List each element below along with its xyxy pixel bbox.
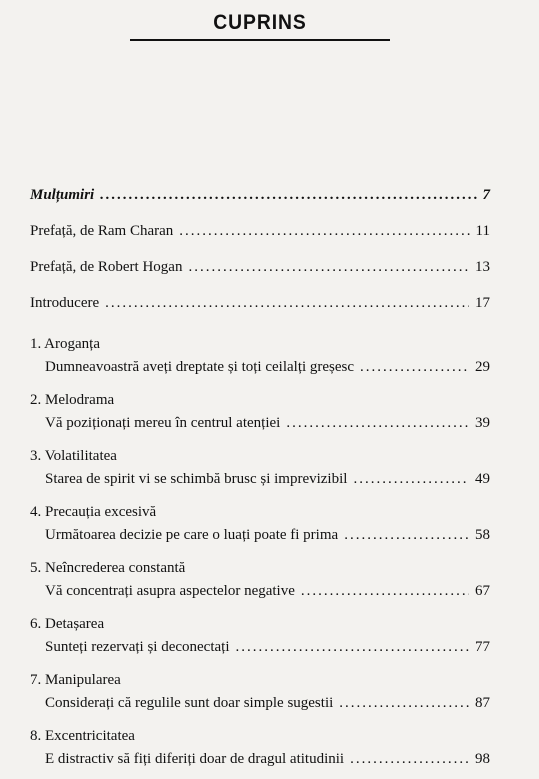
leader-dots <box>105 291 469 315</box>
leader-dots <box>236 635 469 659</box>
chapter-subtitle: Sunteți rezervați și deconectați <box>45 639 230 655</box>
toc-entry-acknowledgements[interactable] <box>30 183 490 207</box>
toc-entry-label: Prefață, de Ram Charan <box>30 223 174 239</box>
chapter-page: 29 <box>475 359 490 375</box>
leader-dots <box>353 467 469 491</box>
toc-entry-foreword-charan[interactable] <box>30 219 490 243</box>
chapter-subtitle-row <box>30 411 490 435</box>
toc-chapter-2[interactable] <box>30 389 490 435</box>
chapter-subtitle: Dumneavoastră aveți dreptate și toți ceilalți greșesc <box>45 359 355 375</box>
chapter-title: 1. Aroganța <box>30 336 100 352</box>
chapter-title: 6. Detașarea <box>30 616 105 632</box>
chapter-title: 7. Manipularea <box>30 672 121 688</box>
chapter-page: 67 <box>475 583 490 599</box>
page-title: CUPRINS <box>213 11 307 34</box>
leader-dots <box>301 579 469 603</box>
chapter-title: 8. Excentricitatea <box>30 728 135 744</box>
chapter-subtitle: E distractiv să fiți diferiți doar de dragul atitudinii <box>45 751 345 767</box>
chapter-page: 49 <box>475 471 490 487</box>
chapter-page: 87 <box>475 695 490 711</box>
table-of-contents <box>30 183 490 771</box>
chapter-subtitle-row <box>30 355 490 379</box>
chapter-title: 5. Neîncrederea constantă <box>30 560 186 576</box>
toc-chapter-7[interactable] <box>30 669 490 715</box>
chapter-subtitle-row <box>30 635 490 659</box>
toc-entry-page: 13 <box>475 259 490 275</box>
leader-dots <box>100 183 476 207</box>
leader-dots <box>360 355 469 379</box>
chapter-subtitle-row <box>30 523 490 547</box>
leader-dots <box>350 747 469 771</box>
chapter-subtitle: Considerați că regulile sunt doar simple sugestii <box>45 695 334 711</box>
chapter-subtitle-row <box>30 691 490 715</box>
toc-entry-label: Prefață, de Robert Hogan <box>30 259 183 275</box>
page-header <box>130 10 390 41</box>
chapter-page: 77 <box>475 639 490 655</box>
leader-dots <box>188 255 469 279</box>
leader-dots <box>344 523 469 547</box>
toc-entry-page: 7 <box>482 187 490 203</box>
chapter-page: 58 <box>475 527 490 543</box>
toc-chapter-6[interactable] <box>30 613 490 659</box>
toc-entry-label: Mulțumiri <box>30 187 95 203</box>
toc-chapter-1[interactable] <box>30 333 490 379</box>
leader-dots <box>339 691 469 715</box>
chapter-subtitle: Starea de spirit vi se schimbă brusc și imprevizibil <box>45 471 348 487</box>
leader-dots <box>179 219 469 243</box>
chapter-title: 4. Precauția excesivă <box>30 504 157 520</box>
chapter-subtitle-row <box>30 467 490 491</box>
toc-chapter-5[interactable] <box>30 557 490 603</box>
toc-entry-page: 17 <box>475 295 490 311</box>
chapter-subtitle: Vă concentrați asupra aspectelor negative <box>45 583 295 599</box>
toc-entry-page: 11 <box>475 223 490 239</box>
title-underline <box>130 39 390 41</box>
toc-chapter-8[interactable] <box>30 725 490 771</box>
chapter-subtitle: Următoarea decizie pe care o luați poate fi prima <box>45 527 339 543</box>
chapter-page: 39 <box>475 415 490 431</box>
chapter-subtitle-row <box>30 579 490 603</box>
toc-entry-introduction[interactable] <box>30 291 490 315</box>
chapter-subtitle: Vă poziționați mereu în centrul atenției <box>45 415 281 431</box>
leader-dots <box>286 411 469 435</box>
chapter-page: 98 <box>475 751 490 767</box>
chapter-title: 3. Volatilitatea <box>30 448 117 464</box>
toc-chapter-4[interactable] <box>30 501 490 547</box>
toc-chapter-3[interactable] <box>30 445 490 491</box>
toc-entry-label: Introducere <box>30 295 100 311</box>
chapter-title: 2. Melodrama <box>30 392 115 408</box>
chapter-subtitle-row <box>30 747 490 771</box>
toc-entry-foreword-hogan[interactable] <box>30 255 490 279</box>
